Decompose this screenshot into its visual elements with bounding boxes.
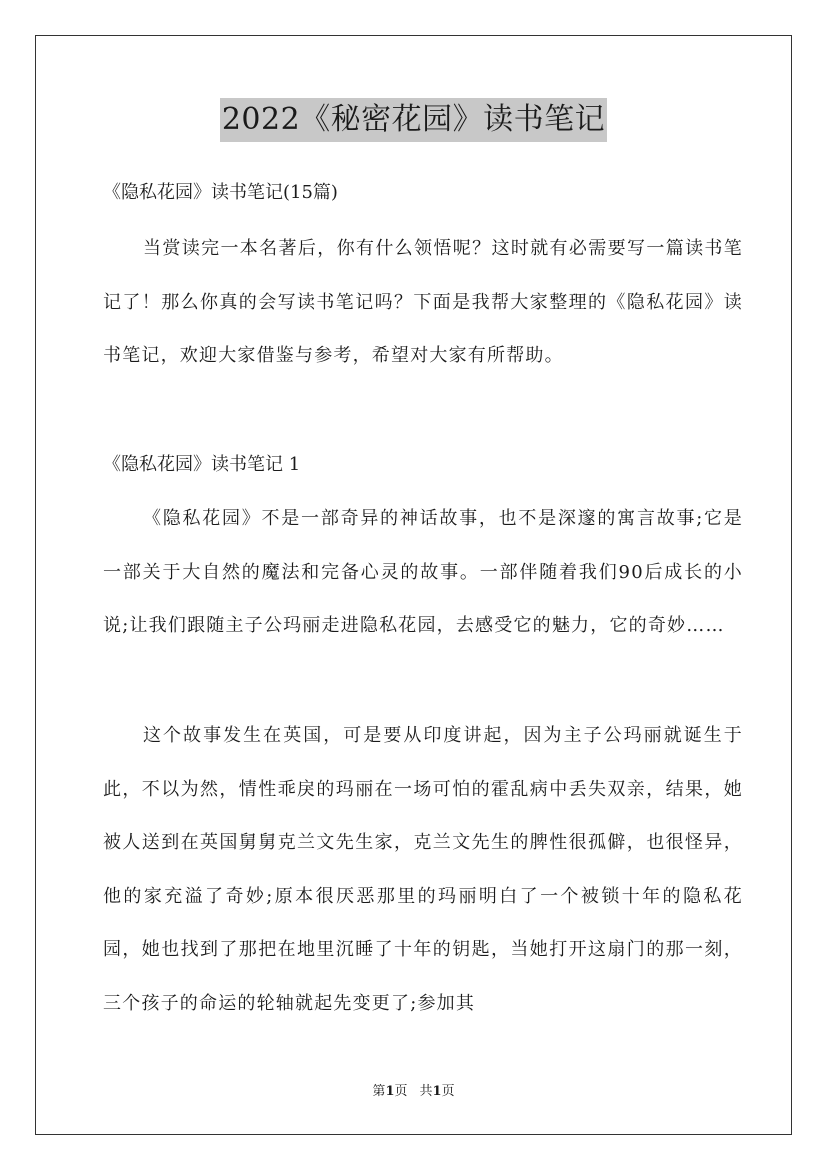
page-prefix: 第: [372, 1084, 386, 1099]
total-prefix: 共: [419, 1084, 433, 1099]
intro-paragraph: 当赏读完一本名著后，你有什么领悟呢？这时就有必需要写一篇读书笔记了！那么你真的会写读书笔记吗？下面是我帮大家整理的《隐私花园》读书笔记，欢迎大家借鉴与参考，希望对大家有所帮助。: [103, 238, 743, 366]
page-suffix: 页: [394, 1084, 408, 1099]
document-title: 2022《秘密花园》读书笔记: [220, 98, 607, 142]
page-total: 1: [432, 1084, 442, 1099]
total-suffix: 页: [441, 1084, 455, 1099]
body-paragraph-1: 《隐私花园》不是一部奇异的神话故事，也不是深邃的寓言故事;它是一部关于大自然的魔法和完备心灵的故事。一部伴随着我们90后成长的小说;让我们跟随主子公玛丽走进隐私花园，去感受它的魅力，它的奇妙……: [103, 508, 743, 636]
document-subtitle: 《隐私花园》读书笔记(15篇): [103, 182, 338, 203]
title-container: [0, 98, 827, 142]
section-heading: 《隐私花园》读书笔记 1: [103, 454, 301, 475]
page-footer: [0, 1083, 827, 1101]
page-current: 1: [385, 1084, 395, 1099]
body-paragraph-2: 这个故事发生在英国，可是要从印度讲起，因为主子公玛丽就诞生于此，不以为然，情性乖戾的玛丽在一场可怕的霍乱病中丢失双亲，结果，她被人送到在英国舅舅克兰文先生家，克兰文先生的脾性很孤僻，也很怪异，他的家充溢了奇妙;原本很厌恶那里的玛丽明白了一个被锁十年的隐私花园，她也找到了那把在地里沉睡了十年的钥匙，当她打开这扇门的那一刻，三个孩子的命运的轮轴就起先变更了;参加其: [103, 725, 743, 1014]
